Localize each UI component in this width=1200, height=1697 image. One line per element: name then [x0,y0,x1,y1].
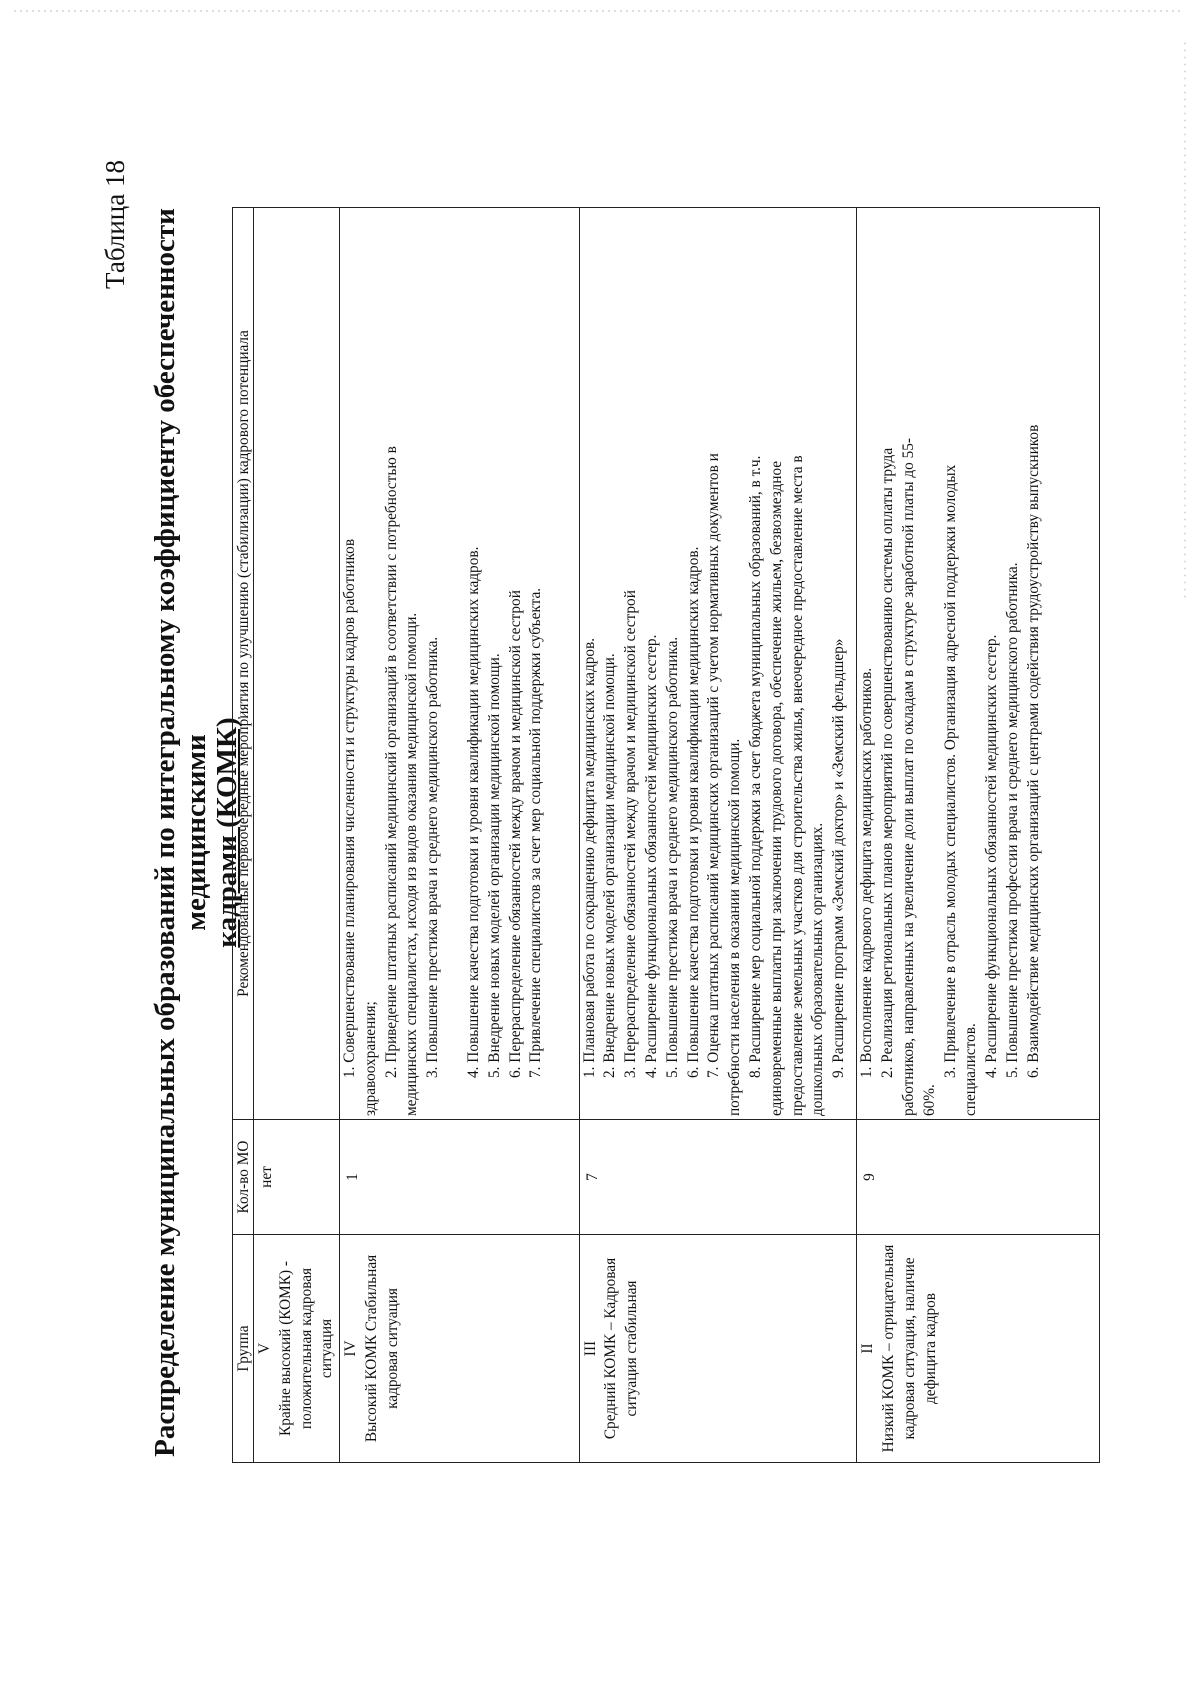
measure-line: 4. Расширение функциональных обязанностей медицинских сестер. [983,634,1001,1078]
measure-line: предоставление земельных участков для строительства жилья, внеочередное предоставление места в [788,455,806,1116]
group-roman: IV [342,1340,360,1357]
measure-line: 6. Перераспределение обязанностей между врачом и медицинской сестрой [506,590,524,1078]
table-header-row [233,208,254,1463]
measure-line: 3. Повышение престижа врача и среднего медицинского работника. [424,636,442,1078]
measures-cell [254,208,340,1120]
measure-spacer [444,211,464,1116]
measure-line: работников, направленных на увеличение доли выплат по окладам в структуре заработной платы до 55- [900,438,918,1116]
measure-line: 60%. [920,1084,938,1116]
measure-line: 1. Совершенствование планирования численности и структуры кадров работников [341,538,359,1078]
header-count: Кол-во МО [233,1120,254,1235]
measure-line: 2. Приведение штатных расписаний медицинский организаций в соответствии с потребностью в [382,446,400,1078]
measure-line: 4. Повышение качества подготовки и уровня квалификации медицинских кадров. [465,546,483,1078]
group-roman: III [581,1340,599,1357]
group-roman: II [859,1343,877,1354]
measure-line: 6. Повышение качества подготовки и уровня квалификации медицинских кадров. [684,546,702,1078]
measure-line: 1. Восполнение кадрового дефицита медицинских работников. [858,667,876,1078]
measure-line: 2. Внедрение новых моделей организации медицинской помощи. [601,653,619,1078]
measure-line: медицинских специалистах, исходя из видов оказания медицинской помощи. [403,612,421,1116]
measure-line: 3. Привлечение в отрасль молодых специалистов. Организация адресной поддержки молодых [941,464,959,1078]
measure-line: 7. Оценка штатных расписаний медицинских организаций с учетом нормативных документов и [705,453,723,1078]
measures-cell [579,208,857,1120]
measure-line: 6. Взаимодействие медицинских организаций с центрами содействия трудоустройству выпускников [1024,424,1042,1078]
measure-line: 7. Привлечение специалистов за счет мер социальной поддержки субъекта. [527,587,545,1078]
measure-line: дошкольных образовательных организациях. [809,822,827,1116]
table-body [254,208,1100,1463]
table-row [579,208,857,1463]
measure-line: потребности населения в оказании медицинской помощи. [726,738,744,1116]
measure-line: 9. Расширение программ «Земский доктор» и «Земский фельдшер» [830,638,848,1078]
title-line-1: Распределение муниципальных образований по интегральному коэффициенту обеспеченности медицинскими [149,208,212,1457]
group-description: Низкий КОМК – отрицательная кадровая ситуация, наличие дефицита кадров [880,1244,939,1453]
header-group: Группа [233,1235,254,1463]
count-cell: 1 [340,1120,579,1235]
group-description: Крайне высокий (КОМК) - положительная кадровая ситуация [276,1261,336,1436]
group-cell [579,1235,857,1463]
table-row [340,208,579,1463]
measure-line: специалистов. [962,1023,980,1116]
count-cell: 9 [857,1120,1100,1235]
table-label: Таблица 18 [100,160,130,289]
group-cell [254,1235,340,1463]
group-cell [340,1235,579,1463]
measure-line: 4. Расширение функциональных обязанностей медицинских сестер. [642,634,660,1078]
table-row [857,208,1100,1463]
measure-line: 1. Плановая работа по сокращению дефицита медицинских кадров. [580,637,598,1078]
measure-line: 8. Расширение мер социальной поддержки за счет бюджета муниципальных образований, в т.ч. [746,455,764,1078]
document-title [150,200,243,1465]
group-description: Средний КОМК – Кадровая ситуация стабильная [602,1257,641,1440]
measure-line: 3. Перераспределение обязанностей между врачом и медицинской сестрой [622,590,640,1078]
table-row [254,208,340,1463]
group-description: Высокий КОМК Стабильная кадровая ситуация [362,1254,401,1443]
distribution-table [232,207,1100,1463]
title-line-2: кадрами (КОМК) [211,717,243,948]
measures-cell [340,208,579,1120]
measures-cell [857,208,1100,1120]
header-measures: Рекомендованные первоочередные мероприятия по улучшению (стабилизации) кадрового потенциала [233,208,254,1120]
measure-line: 5. Повышение престижа профессии врача и среднего медицинского работника. [1004,562,1022,1078]
measure-line: единовременные выплаты при заключении трудового договора, обеспечение жильем, безвозмездное [767,460,785,1116]
count-cell: нет [254,1120,340,1235]
measure-line: здравоохранения; [361,1001,379,1116]
measure-line: 5. Повышение престижа врача и среднего медицинского работника. [663,636,681,1078]
count-cell: 7 [579,1120,857,1235]
measure-line: 5. Внедрение новых моделей организации медицинской помощи. [485,653,503,1078]
group-cell [857,1235,1100,1463]
group-roman: V [256,1342,273,1355]
measure-line: 2. Реализация региональных планов мероприятий по совершенствованию системы оплаты труда [879,447,897,1078]
